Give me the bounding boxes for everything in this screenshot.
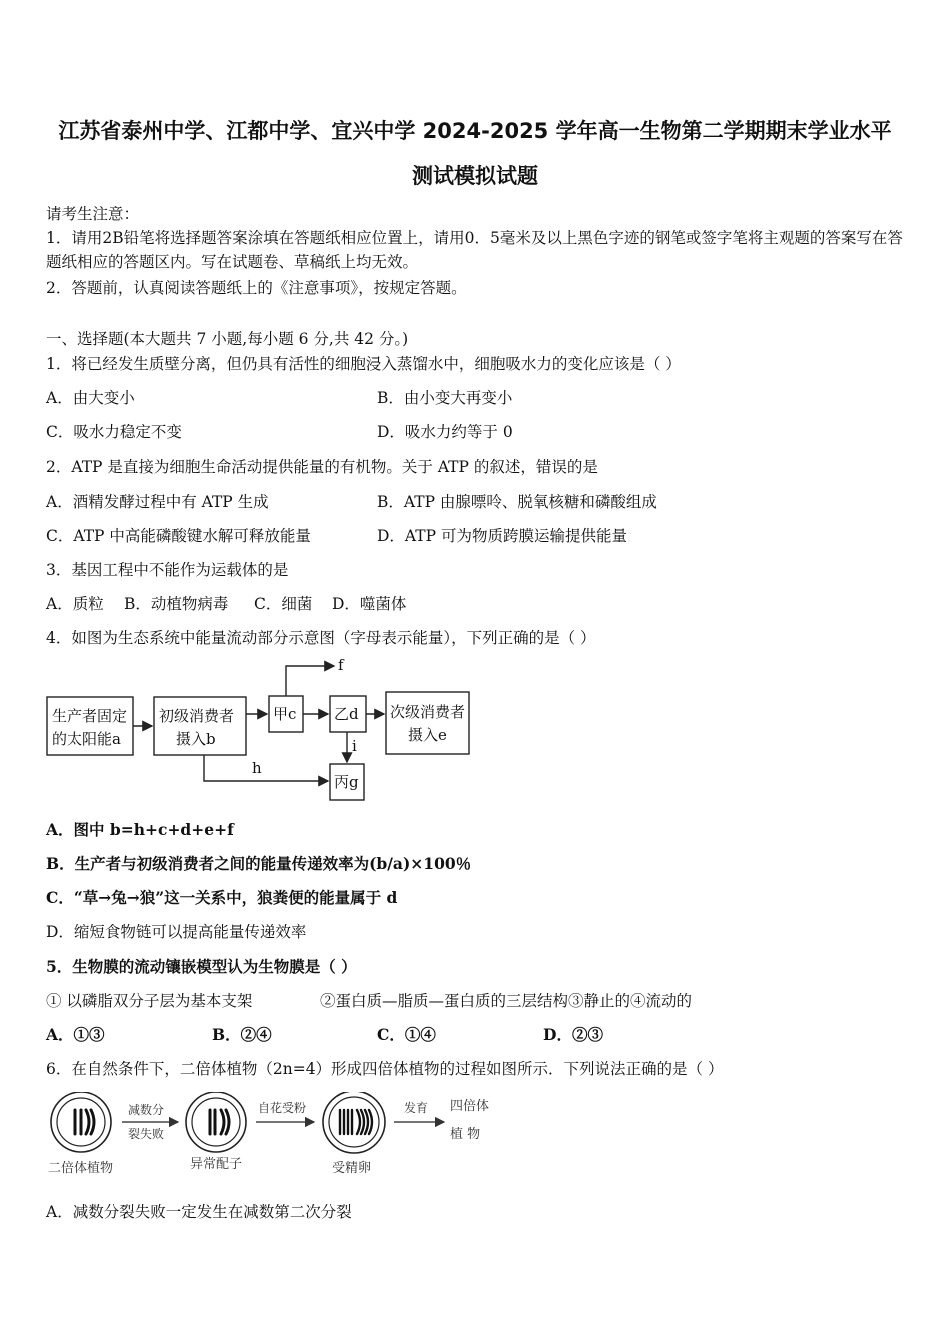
question-1-option-d: D．吸水力约等于 0	[377, 423, 513, 441]
zygote-caption: 受精卵	[332, 1161, 372, 1176]
notice-heading: 请考生注意：	[46, 205, 140, 223]
secondary-consumer-box	[386, 692, 469, 754]
arrow-meiosis-label-bottom: 裂失败	[128, 1127, 165, 1141]
producer-label-1: 生产者固定	[52, 707, 128, 725]
diploid-chromosome-4	[91, 1110, 94, 1134]
question-5-items-a: ① 以磷脂双分子层为基本支架	[46, 992, 253, 1010]
yi-d-label: 乙d	[334, 705, 359, 723]
notice-item-2: 2．答题前，认真阅读答题纸上的《注意事项》，按规定答题。	[46, 279, 467, 297]
zygote-chromosome-7	[365, 1110, 368, 1134]
question-6-stem: 6．在自然条件下，二倍体植物（2n=4）形成四倍体植物的过程如图所示．下列说法正确的是（ ）	[46, 1060, 724, 1078]
label-i: i	[352, 737, 357, 755]
arrow-develop-label: 发育	[404, 1101, 429, 1115]
question-1-option-a: A．由大变小	[46, 389, 135, 407]
question-4-option-a: A．图中 b=h+c+d+e+f	[46, 820, 234, 839]
question-2-option-d: D．ATP 可为物质跨膜运输提供能量	[377, 527, 627, 545]
arrow-self-pollination-label: 自花受粉	[258, 1101, 307, 1115]
primary-consumer-label-2: 摄入b	[176, 730, 216, 748]
gamete-chromosome-3	[221, 1110, 224, 1134]
question-2-option-c: C．ATP 中高能磷酸键水解可释放能量	[46, 527, 311, 545]
diploid-caption: 二倍体植物	[48, 1161, 114, 1176]
zygote-chromosome-5	[357, 1110, 360, 1134]
question-3-stem: 3．基因工程中不能作为运载体的是	[46, 561, 289, 579]
section-heading: 一、选择题(本大题共 7 小题,每小题 6 分,共 42 分。)	[46, 330, 409, 348]
zygote-chromosome-6	[361, 1110, 364, 1134]
tetraploid-label-1: 四倍体	[450, 1099, 490, 1114]
question-4-option-c: C．“草→兔→狼”这一关系中，狼粪便的能量属于 d	[46, 888, 398, 907]
question-2-option-a: A．酒精发酵过程中有 ATP 生成	[46, 493, 269, 511]
producer-label-2: 的太阳能a	[52, 730, 121, 748]
question-3-option-a: A．质粒	[46, 595, 104, 613]
polyploid-formation-diagram	[44, 1092, 514, 1180]
question-4-option-d: D．缩短食物链可以提高能量传递效率	[46, 923, 307, 941]
question-5-stem: 5．生物膜的流动镶嵌模型认为生物膜是（ ）	[46, 957, 357, 976]
bing-g-label: 丙g	[334, 773, 359, 791]
gamete-caption: 异常配子	[190, 1157, 243, 1172]
question-5-items-b: ②蛋白质—脂质—蛋白质的三层结构③静止的④流动的	[320, 992, 693, 1010]
zygote-chromosome-8	[369, 1110, 372, 1134]
zygote-cell-outer	[323, 1092, 385, 1153]
question-1-stem: 1．将已经发生质壁分离，但仍具有活性的细胞浸入蒸馏水中，细胞吸水力的变化应该是（ ）	[46, 355, 681, 373]
page-title-line-1: 江苏省泰州中学、江都中学、宜兴中学 2024-2025 学年高一生物第二学期期末学业水平	[58, 119, 892, 143]
question-3-option-c: C．细菌	[254, 595, 313, 613]
arrow-h	[204, 755, 328, 781]
question-2-option-b: B．ATP 由腺嘌呤、脱氧核糖和磷酸组成	[377, 493, 657, 511]
energy-flow-diagram	[44, 655, 484, 805]
question-1-option-b: B．由小变大再变小	[377, 389, 513, 407]
question-3-option-d: D．噬菌体	[332, 595, 407, 613]
primary-consumer-label-1: 初级消费者	[159, 707, 235, 725]
question-4-stem: 4．如图为生态系统中能量流动部分示意图（字母表示能量），下列正确的是（ ）	[46, 629, 596, 647]
question-5-option-b: B．②④	[212, 1025, 272, 1044]
arrow-f	[286, 666, 334, 696]
question-5-option-c: C．①④	[377, 1025, 436, 1044]
page-title-line-2: 测试模拟试题	[412, 164, 538, 188]
arrow-meiosis-label-top: 减数分	[128, 1103, 165, 1117]
label-f: f	[338, 656, 344, 674]
question-6-option-a: A．减数分裂失败一定发生在减数第二次分裂	[46, 1203, 352, 1221]
diploid-chromosome-3	[86, 1110, 89, 1134]
label-h: h	[252, 759, 262, 777]
question-3-option-b: B．动植物病毒	[124, 595, 229, 613]
secondary-consumer-label-1: 次级消费者	[390, 703, 466, 721]
tetraploid-label-2: 植 物	[450, 1127, 481, 1142]
notice-item-1: 1．请用2B铅笔将选择题答案涂填在答题纸相应位置上，请用0．5毫米及以上黑色字迹的钢笔或签字笔将主观题的答案写在答题纸相应的答题区内。写在试题卷、草稿纸上均无效。	[46, 229, 903, 271]
gamete-chromosome-4	[226, 1110, 229, 1134]
question-4-option-b: B．生产者与初级消费者之间的能量传递效率为(b/a)×100％	[46, 854, 472, 873]
question-1-option-c: C．吸水力稳定不变	[46, 423, 182, 441]
question-5-option-a: A．①③	[46, 1025, 105, 1044]
question-5-option-d: D．②③	[543, 1025, 603, 1044]
question-2-stem: 2．ATP 是直接为细胞生命活动提供能量的有机物。关于 ATP 的叙述，错误的是	[46, 458, 598, 476]
secondary-consumer-label-2: 摄入e	[408, 726, 447, 744]
jia-c-label: 甲c	[273, 705, 297, 723]
